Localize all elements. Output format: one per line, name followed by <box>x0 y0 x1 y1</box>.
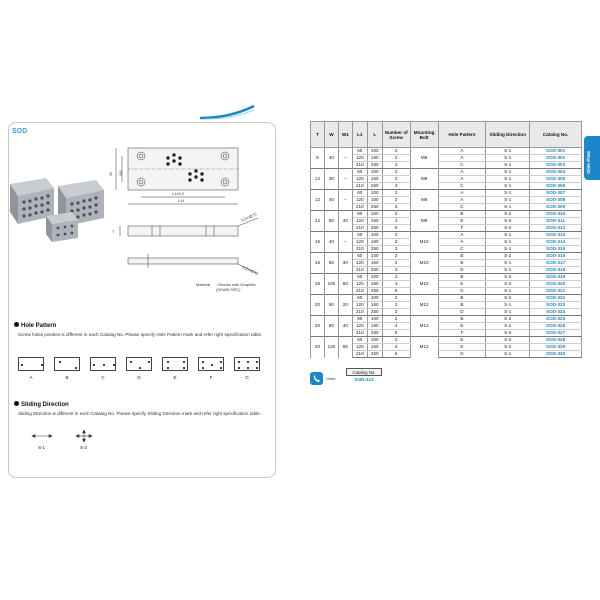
cell-catalog: SOD-328 <box>530 337 582 344</box>
cell-l1: 60 <box>352 148 367 155</box>
cell-hole-pattern: D <box>438 309 486 316</box>
cell-screws: 2 <box>382 169 410 176</box>
cell-l: 100 <box>367 232 382 239</box>
cell-screws: 2 <box>382 253 410 260</box>
cell-bolt: M12 <box>410 295 438 316</box>
hole-pattern-text: Screw holes position is different in each Catalog No. Please specify Hole Pattern mark and refer right specification table. <box>18 332 263 337</box>
cell-l1: 60 <box>352 253 367 260</box>
cell-hole-pattern: C <box>438 246 486 253</box>
cell-screws: 2 <box>382 197 410 204</box>
table-row <box>311 148 582 155</box>
cell-screws: 3 <box>382 246 410 253</box>
cell-l1: 120 <box>352 323 367 330</box>
cell-sliding: S-1 <box>486 197 530 204</box>
cell-l1: 120 <box>352 344 367 351</box>
cell-l: 160 <box>367 218 382 225</box>
cell-sliding: S-1 <box>486 309 530 316</box>
cell-l1: 120 <box>352 155 367 162</box>
hole-pattern-diagrams <box>18 357 268 383</box>
cell-hole-pattern: B <box>438 253 486 260</box>
cell-catalog: SOD-302 <box>530 155 582 162</box>
col-t: T <box>311 122 325 148</box>
cell-catalog: SOD-321 <box>530 288 582 295</box>
cell-catalog: SOD-309 <box>530 204 582 211</box>
cell-screws: 2 <box>382 190 410 197</box>
cell-catalog: SOD-301 <box>530 148 582 155</box>
cell-sliding: S-2 <box>486 344 530 351</box>
cell-l: 160 <box>367 281 382 288</box>
cell-l1: 210 <box>352 162 367 169</box>
order-header: Catalog No. <box>346 368 382 376</box>
cell-l1: 120 <box>352 302 367 309</box>
cell-screws: 4 <box>382 344 410 351</box>
cell-l: 250 <box>367 183 382 190</box>
cell-screws: 3 <box>382 204 410 211</box>
cell-hole-pattern: C <box>438 162 486 169</box>
cell-screws: 2 <box>382 148 410 155</box>
table-row <box>311 316 582 323</box>
cell-catalog: SOD-319 <box>530 274 582 281</box>
table-header-row <box>311 122 582 148</box>
cell-catalog: SOD-313 <box>530 232 582 239</box>
cell-hole-pattern: A <box>438 176 486 183</box>
cell-screws: 2 <box>382 239 410 246</box>
cell-w1: 40 <box>338 316 352 337</box>
cell-screws: 2 <box>382 295 410 302</box>
cell-screws: 2 <box>382 316 410 323</box>
cell-l1: 210 <box>352 225 367 232</box>
cell-catalog: SOD-322 <box>530 295 582 302</box>
dim-w: W <box>108 172 113 176</box>
table-row <box>311 211 582 218</box>
cell-catalog: SOD-303 <box>530 162 582 169</box>
cell-catalog: SOD-311 <box>530 218 582 225</box>
cell-hole-pattern: B <box>438 274 486 281</box>
dim-l: L±1 <box>178 198 185 203</box>
hole-pattern-c: C <box>90 357 118 383</box>
cell-screws: 3 <box>382 267 410 274</box>
cell-hole-pattern: E <box>438 323 486 330</box>
cell-w: 30 <box>324 169 338 190</box>
product-photo <box>8 176 108 244</box>
col-hole-pattern: Hole Pattern <box>438 122 486 148</box>
cell-w: 50 <box>324 295 338 316</box>
cell-w: 80 <box>324 211 338 232</box>
cell-l1: 60 <box>352 316 367 323</box>
cell-l: 250 <box>367 246 382 253</box>
cell-hole-pattern: B <box>438 260 486 267</box>
cell-l1: 120 <box>352 197 367 204</box>
cell-hole-pattern: A <box>438 239 486 246</box>
table-row <box>311 253 582 260</box>
cell-l1: 120 <box>352 218 367 225</box>
cell-w: 125 <box>324 337 338 358</box>
cell-sliding: S-1 <box>486 288 530 295</box>
hole-pattern-d: D <box>126 357 154 383</box>
section-title: SOD <box>12 128 28 135</box>
cell-hole-pattern: F <box>438 330 486 337</box>
cell-bolt: M8 <box>410 211 438 232</box>
cell-screws: 2 <box>382 337 410 344</box>
cell-sliding: S-2 <box>486 274 530 281</box>
cell-catalog: SOD-323 <box>530 302 582 309</box>
cell-bolt: M10 <box>410 274 438 295</box>
cell-sliding: S-1 <box>486 148 530 155</box>
cell-l: 160 <box>367 302 382 309</box>
cell-sliding: S-1 <box>486 176 530 183</box>
cell-hole-pattern: E <box>438 281 486 288</box>
cell-l: 100 <box>367 316 382 323</box>
cell-t: 16 <box>311 274 325 295</box>
cell-l: 250 <box>367 288 382 295</box>
cell-l1: 60 <box>352 274 367 281</box>
cell-l1: 120 <box>352 260 367 267</box>
cell-screws: 2 <box>382 302 410 309</box>
dim-t: T <box>112 229 115 234</box>
cell-l: 250 <box>367 225 382 232</box>
dim-w1: W1 <box>118 170 123 176</box>
table-row <box>311 190 582 197</box>
cell-sliding: S-2 <box>486 337 530 344</box>
cell-l: 250 <box>367 309 382 316</box>
cell-catalog: SOD-317 <box>530 260 582 267</box>
cell-screws: 3 <box>382 183 410 190</box>
cell-t: 20 <box>311 316 325 337</box>
cell-sliding: S-2 <box>486 316 530 323</box>
cell-hole-pattern: C <box>438 183 486 190</box>
cell-l1: 210 <box>352 288 367 295</box>
cell-l1: 210 <box>352 267 367 274</box>
cell-l1: 120 <box>352 239 367 246</box>
cell-l1: 60 <box>352 232 367 239</box>
cell-l1: 60 <box>352 169 367 176</box>
cell-sliding: S-1 <box>486 183 530 190</box>
cell-catalog: SOD-307 <box>530 190 582 197</box>
cell-hole-pattern: B <box>438 316 486 323</box>
cell-sliding: S-2 <box>486 330 530 337</box>
hole-pattern-f: F <box>198 357 226 383</box>
cell-l: 160 <box>367 260 382 267</box>
table-row <box>311 169 582 176</box>
cell-w1: – <box>338 190 352 211</box>
cell-screws: 6 <box>382 288 410 295</box>
cell-catalog: SOD-330 <box>530 351 582 358</box>
cell-sliding: S-1 <box>486 351 530 358</box>
cell-l: 160 <box>367 176 382 183</box>
cell-catalog: SOD-305 <box>530 176 582 183</box>
material-value: : Bronze with Graphite <box>216 282 256 287</box>
cell-bolt: M10 <box>410 253 438 274</box>
cell-catalog: SOD-318 <box>530 267 582 274</box>
cell-catalog: SOD-320 <box>530 281 582 288</box>
cell-catalog: SOD-314 <box>530 239 582 246</box>
cell-l: 250 <box>367 330 382 337</box>
cell-l1: 210 <box>352 204 367 211</box>
material-sub: (SO#50 SPC) <box>216 287 241 292</box>
cell-screws: 2 <box>382 176 410 183</box>
cell-sliding: S-2 <box>486 211 530 218</box>
cell-sliding: S-2 <box>486 295 530 302</box>
cell-sliding: S-1 <box>486 302 530 309</box>
cell-l1: 210 <box>352 330 367 337</box>
sliding-direction-text: Sliding Direction is different in each Catalog No. Please specify Sliding Direction mark and refer right specification table. <box>18 411 261 416</box>
cell-bolt: M10 <box>410 232 438 253</box>
cell-hole-pattern: C <box>438 204 486 211</box>
cell-l: 100 <box>367 211 382 218</box>
groove-note-1: 0.5×45°C <box>240 211 258 223</box>
cell-catalog: SOD-326 <box>530 323 582 330</box>
cell-t: 16 <box>311 253 325 274</box>
cell-l: 250 <box>367 204 382 211</box>
cell-hole-pattern: B <box>438 295 486 302</box>
cell-t: 12 <box>311 211 325 232</box>
cell-l1: 210 <box>352 351 367 358</box>
cell-sliding: S-1 <box>486 260 530 267</box>
cell-catalog: SOD-306 <box>530 183 582 190</box>
cell-l: 160 <box>367 344 382 351</box>
table-body <box>311 148 582 358</box>
cell-screws: 3 <box>382 309 410 316</box>
cell-l1: 60 <box>352 211 367 218</box>
cell-screws: 2 <box>382 211 410 218</box>
order-example <box>310 368 410 390</box>
cell-w: 40 <box>324 232 338 253</box>
cell-t: 20 <box>311 337 325 358</box>
cell-bolt: M12 <box>410 316 438 337</box>
hole-pattern-g: G <box>234 357 262 383</box>
cell-sliding: S-1 <box>486 239 530 246</box>
cell-w1: – <box>338 232 352 253</box>
cell-w1: 85 <box>338 337 352 358</box>
cell-l1: 210 <box>352 246 367 253</box>
cell-screws: 2 <box>382 260 410 267</box>
sliding-direction-heading: Sliding Direction <box>14 401 69 408</box>
col-w: W <box>324 122 338 148</box>
dim-l1: L1±0.2 <box>172 191 185 196</box>
cell-l: 250 <box>367 267 382 274</box>
cell-sliding: S-1 <box>486 169 530 176</box>
cell-l1: 210 <box>352 309 367 316</box>
cell-l1: 60 <box>352 337 367 344</box>
cell-sliding: S-1 <box>486 204 530 211</box>
cell-catalog: SOD-325 <box>530 316 582 323</box>
cell-screws: 2 <box>382 155 410 162</box>
technical-drawing <box>108 142 278 282</box>
cell-hole-pattern: A <box>438 169 486 176</box>
cell-screws: 2 <box>382 232 410 239</box>
cell-catalog: SOD-316 <box>530 253 582 260</box>
cell-t: 16 <box>311 232 325 253</box>
order-value: SOD-313 <box>354 377 374 382</box>
cell-l: 100 <box>367 190 382 197</box>
cell-l: 250 <box>367 162 382 169</box>
cell-hole-pattern: A <box>438 148 486 155</box>
col-l: L <box>367 122 382 148</box>
cell-l: 100 <box>367 274 382 281</box>
cell-hole-pattern: A <box>438 232 486 239</box>
phone-icon <box>310 372 323 385</box>
cell-l1: 120 <box>352 281 367 288</box>
cell-w1: 40 <box>338 211 352 232</box>
col-catalog: Catalog No. <box>530 122 582 148</box>
cell-l: 160 <box>367 197 382 204</box>
cell-screws: 4 <box>382 281 410 288</box>
material-label: Material <box>196 282 211 287</box>
cell-l: 160 <box>367 155 382 162</box>
cell-l: 100 <box>367 169 382 176</box>
cell-hole-pattern: A <box>438 190 486 197</box>
col-screws: Number of Screw <box>382 122 410 148</box>
cell-l1: 120 <box>352 176 367 183</box>
cell-screws: 4 <box>382 323 410 330</box>
hole-pattern-a: A <box>18 357 46 383</box>
hole-pattern-b: B <box>54 357 82 383</box>
cell-hole-pattern: G <box>438 288 486 295</box>
cell-sliding: S-2 <box>486 218 530 225</box>
cell-l: 100 <box>367 337 382 344</box>
col-bolt: Mounting Bolt <box>410 122 438 148</box>
cell-l: 250 <box>367 351 382 358</box>
cell-l1: 60 <box>352 190 367 197</box>
cell-bolt: M12 <box>410 337 438 358</box>
spec-table <box>310 121 582 358</box>
cell-bolt: M8 <box>410 190 438 211</box>
cell-w: 40 <box>324 190 338 211</box>
cell-sliding: S-1 <box>486 190 530 197</box>
cell-sliding: S-2 <box>486 225 530 232</box>
cell-w1: 20 <box>338 295 352 316</box>
cell-hole-pattern: G <box>438 351 486 358</box>
cell-w: 40 <box>324 148 338 169</box>
cell-l: 160 <box>367 323 382 330</box>
header-swoosh <box>200 104 255 120</box>
cell-sliding: S-1 <box>486 267 530 274</box>
cell-sliding: S-2 <box>486 253 530 260</box>
col-w1: W1 <box>338 122 352 148</box>
sliding-label-s2: S-2 <box>80 445 88 450</box>
cell-bolt: M8 <box>410 148 438 169</box>
cell-l: 100 <box>367 295 382 302</box>
cell-t: 20 <box>311 295 325 316</box>
col-sliding: Sliding Direction <box>486 122 530 148</box>
cell-w1: 30 <box>338 253 352 274</box>
cell-catalog: SOD-312 <box>530 225 582 232</box>
cell-hole-pattern: E <box>438 218 486 225</box>
cell-w1: – <box>338 148 352 169</box>
table-row <box>311 274 582 281</box>
cell-hole-pattern: E <box>438 337 486 344</box>
cell-screws: 6 <box>382 351 410 358</box>
cell-sliding: S-2 <box>486 281 530 288</box>
cell-screws: 3 <box>382 162 410 169</box>
cell-w1: 60 <box>338 274 352 295</box>
cell-l1: 210 <box>352 183 367 190</box>
cell-w: 60 <box>324 253 338 274</box>
material-note <box>196 282 256 292</box>
cell-catalog: SOD-304 <box>530 169 582 176</box>
cell-hole-pattern: B <box>438 302 486 309</box>
cell-sliding: S-1 <box>486 155 530 162</box>
groove-note-2: 0.5×45°C <box>241 264 259 277</box>
sliding-direction-diagrams <box>30 430 110 460</box>
cell-l1: 60 <box>352 295 367 302</box>
cell-l: 160 <box>367 239 382 246</box>
cell-w: 80 <box>324 316 338 337</box>
cell-w1: – <box>338 169 352 190</box>
cell-hole-pattern: F <box>438 225 486 232</box>
cell-screws: 5 <box>382 330 410 337</box>
cell-hole-pattern: D <box>438 267 486 274</box>
table-row <box>311 295 582 302</box>
cell-catalog: SOD-310 <box>530 211 582 218</box>
cell-screws: 4 <box>382 218 410 225</box>
cell-catalog: SOD-329 <box>530 344 582 351</box>
cell-t: 12 <box>311 190 325 211</box>
hole-pattern-e: E <box>162 357 190 383</box>
col-l1: L1 <box>352 122 367 148</box>
table-row <box>311 337 582 344</box>
cell-l: 100 <box>367 253 382 260</box>
cell-hole-pattern: A <box>438 197 486 204</box>
cell-bolt: M8 <box>410 169 438 190</box>
cell-w: 100 <box>324 274 338 295</box>
cell-catalog: SOD-315 <box>530 246 582 253</box>
hole-pattern-heading: Hole Pattern <box>14 322 56 329</box>
cell-hole-pattern: A <box>438 155 486 162</box>
cell-l: 100 <box>367 148 382 155</box>
cell-screws: 5 <box>382 225 410 232</box>
cell-hole-pattern: E <box>438 344 486 351</box>
cell-sliding: S-1 <box>486 246 530 253</box>
cell-screws: 2 <box>382 274 410 281</box>
cell-hole-pattern: B <box>438 211 486 218</box>
cell-catalog: SOD-308 <box>530 197 582 204</box>
cell-catalog: SOD-324 <box>530 309 582 316</box>
cell-sliding: S-1 <box>486 162 530 169</box>
table-row <box>311 232 582 239</box>
cell-t: 8 <box>311 148 325 169</box>
cell-catalog: SOD-327 <box>530 330 582 337</box>
side-tab-slide-plate[interactable]: Slide Plate <box>584 136 600 180</box>
order-label: Order <box>326 377 336 381</box>
cell-sliding: S-2 <box>486 323 530 330</box>
sliding-label-s1: S-1 <box>38 445 46 450</box>
cell-t: 12 <box>311 169 325 190</box>
cell-sliding: S-1 <box>486 232 530 239</box>
